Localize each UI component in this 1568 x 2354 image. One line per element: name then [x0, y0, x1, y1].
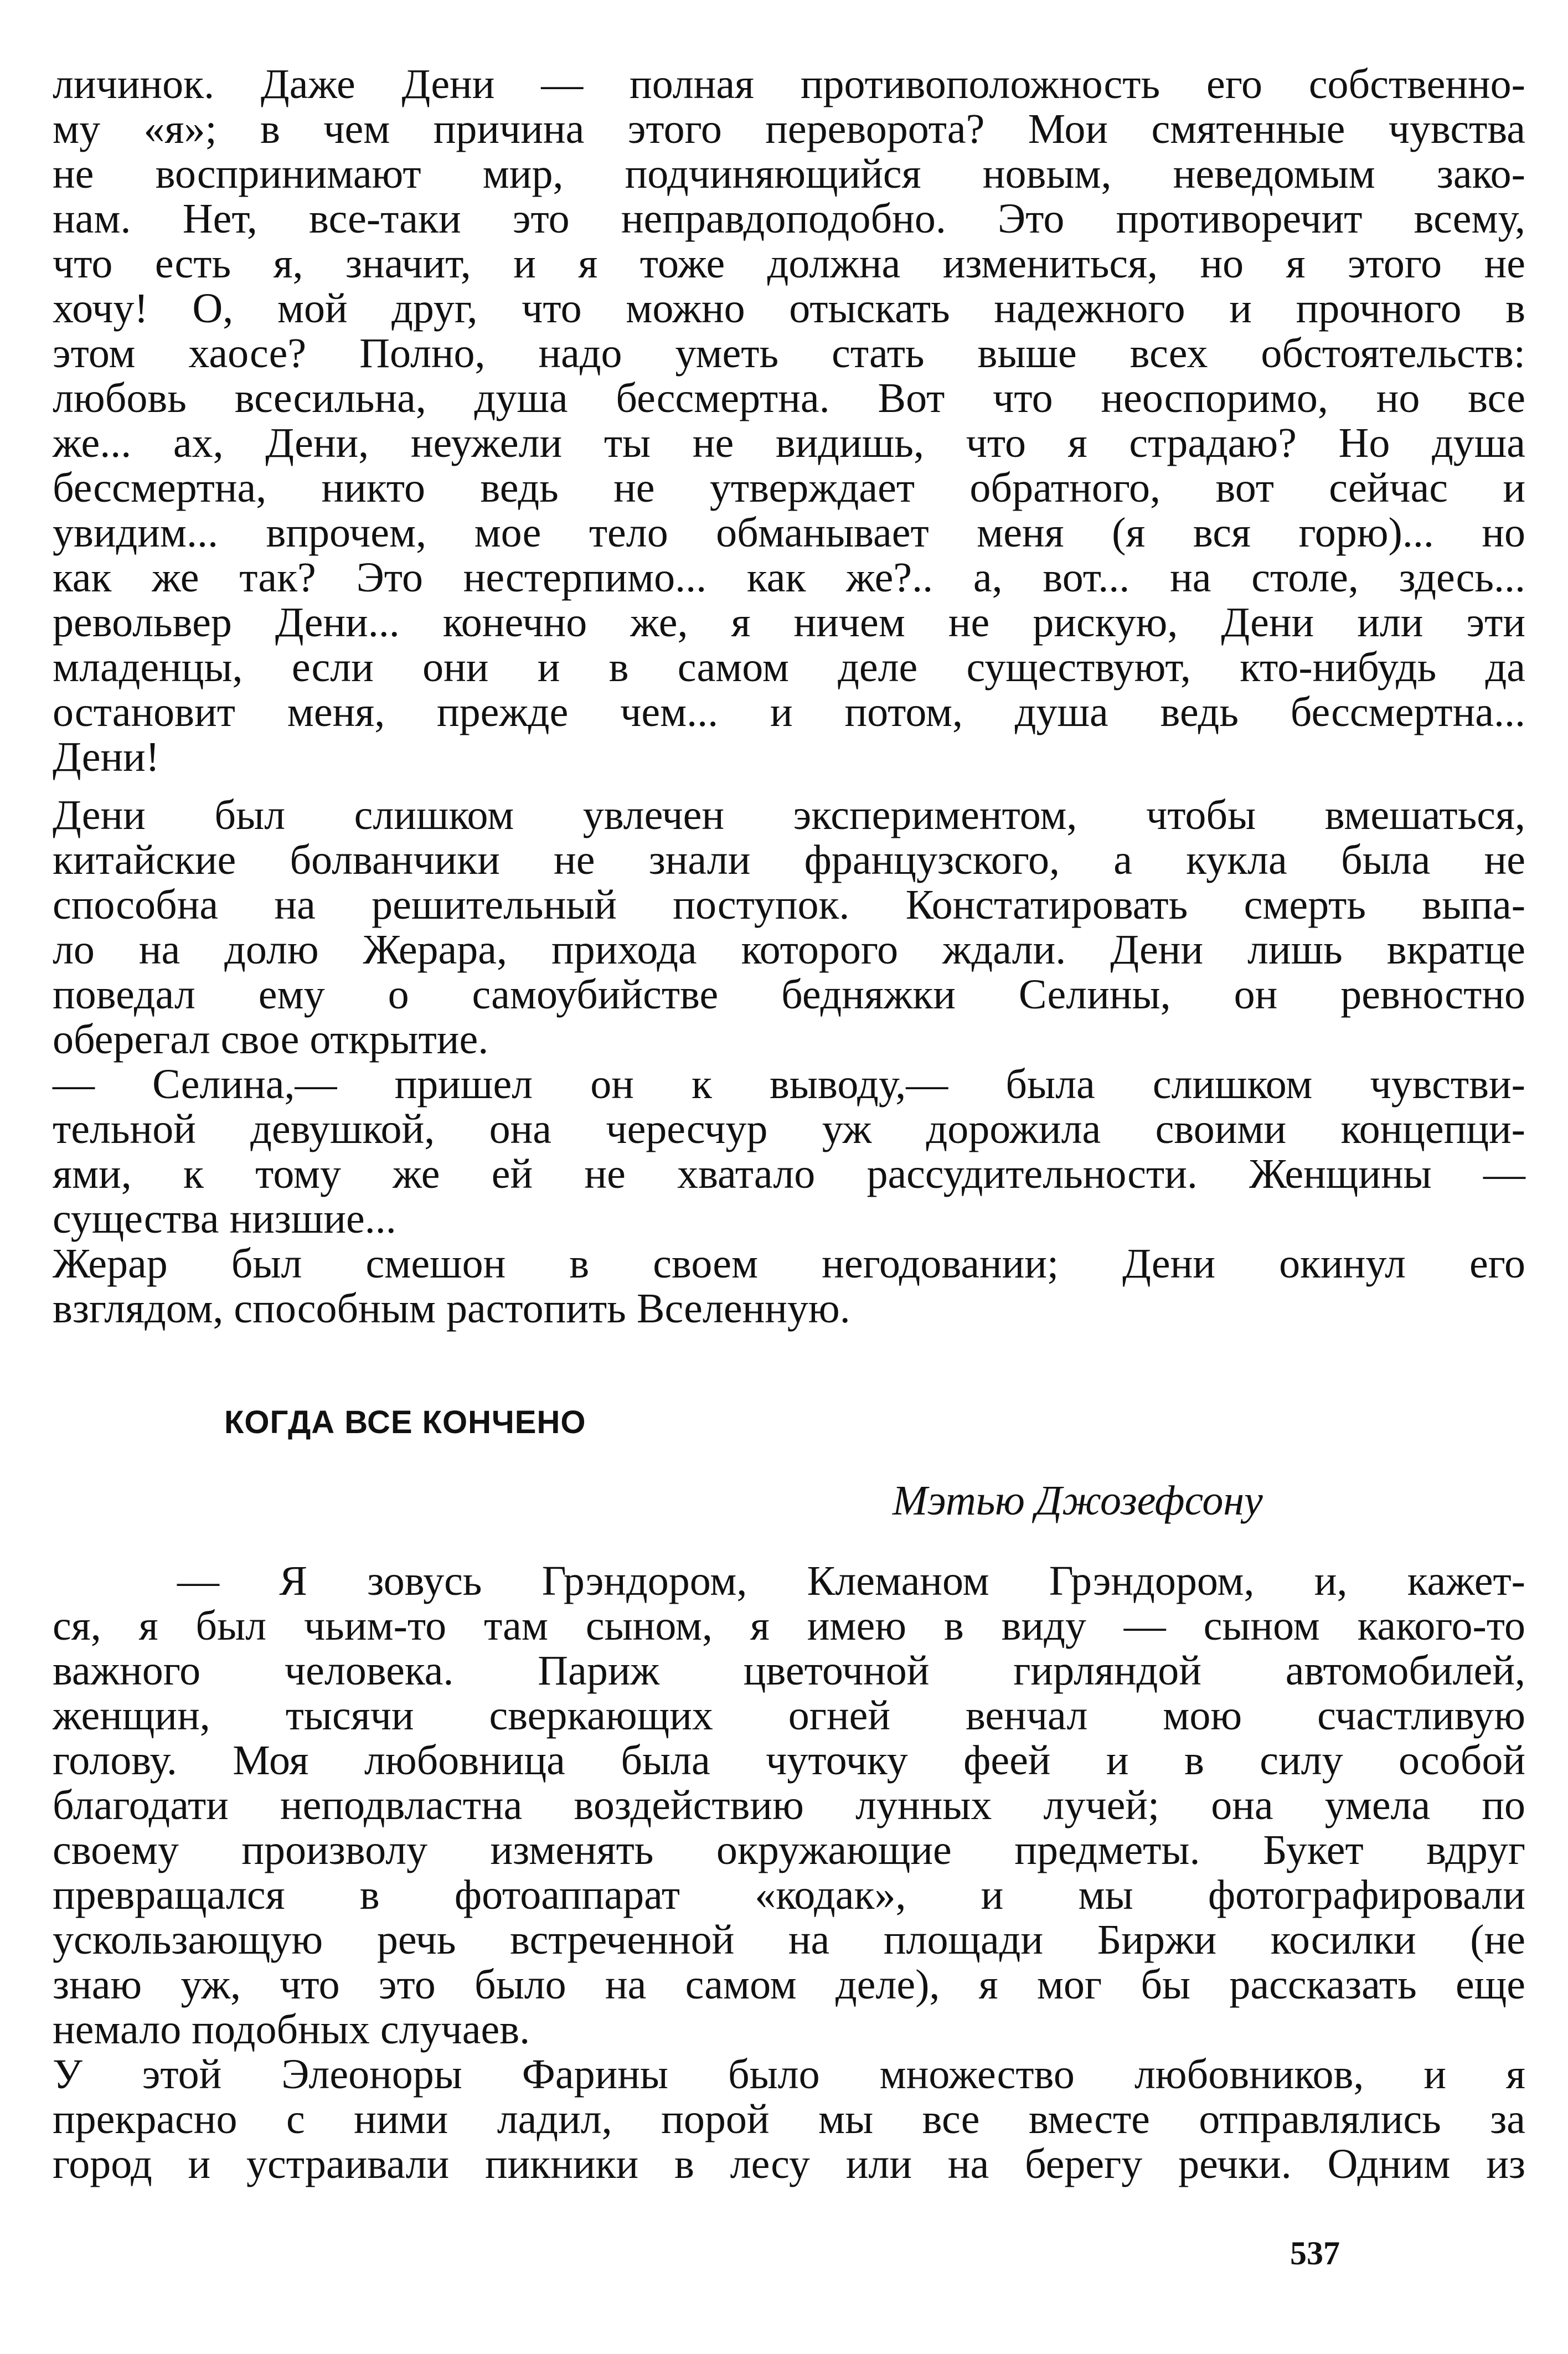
- dedication: Мэтью Джозефсону: [893, 1477, 1263, 1524]
- text-line: что есть я, значит, и я тоже должна измениться, но я этого не: [53, 240, 1525, 287]
- text-line: взглядом, способным растопить Вселенную.: [53, 1285, 850, 1332]
- text-line: У этой Элеоноры Фарины было множество любовников, и я: [53, 2051, 1525, 2098]
- text-line: ло на долю Жерара, прихода которого ждали. Дени лишь вкратце: [53, 926, 1525, 973]
- text-line: как же так? Это нестерпимо... как же?.. а, вот... на столе, здесь...: [53, 554, 1525, 601]
- section-title: КОГДА ВСЕ КОНЧЕНО: [224, 1404, 586, 1440]
- text-line: Дени!: [53, 734, 160, 780]
- text-line: важного человека. Париж цветочной гирляндой автомобилей,: [53, 1647, 1525, 1694]
- text-line: существа низшие...: [53, 1196, 396, 1242]
- text-line: город и устраивали пикники в лесу или на берегу речки. Одним из: [53, 2141, 1525, 2187]
- text-line: младенцы, если они и в самом деле существуют, кто-нибудь да: [53, 644, 1525, 691]
- page-number: 537: [1290, 2235, 1340, 2271]
- text-line: китайские болванчики не знали французского, а кукла была не: [53, 837, 1525, 883]
- text-line: прекрасно с ними ладил, порой мы все вместе отправлялись за: [53, 2096, 1525, 2142]
- text-line: — Я зовусь Грэндором, Клеманом Грэндором, и, кажет-: [177, 1558, 1525, 1604]
- text-line: не воспринимают мир, подчиняющийся новым, неведомым зако-: [53, 151, 1525, 197]
- text-line: ускользающую речь встреченной на площади Биржи косилки (не: [53, 1917, 1525, 1963]
- text-line: Дени был слишком увлечен экспериментом, чтобы вмешаться,: [53, 792, 1525, 838]
- text-line: тельной девушкой, она чересчур уж дорожила своими концепци-: [53, 1106, 1525, 1152]
- text-line: этом хаосе? Полно, надо уметь стать выше всех обстоятельств:: [53, 330, 1525, 377]
- text-line: женщин, тысячи сверкающих огней венчал мою счастливую: [53, 1692, 1525, 1739]
- text-line: му «я»; в чем причина этого переворота? Мои смятенные чувства: [53, 106, 1525, 152]
- paragraph-block: [53, 1559, 1525, 2187]
- text-line: хочу! О, мой друг, что можно отыскать надежного и прочного в: [53, 285, 1525, 332]
- text-line: превращался в фотоаппарат «кодак», и мы фотографировали: [53, 1872, 1525, 1918]
- text-line: бессмертна, никто ведь не утверждает обратного, вот сейчас и: [53, 465, 1525, 511]
- text-line: голову. Моя любовница была чуточку феей и в силу особой: [53, 1737, 1525, 1784]
- paragraph-block: [53, 793, 1525, 1331]
- text-line: любовь всесильна, душа бессмертна. Вот что неоспоримо, но все: [53, 375, 1525, 421]
- text-line: ями, к тому же ей не хватало рассудительности. Женщины —: [53, 1151, 1525, 1197]
- text-line: благодати неподвластна воздействию лунных лучей; она умела по: [53, 1782, 1525, 1828]
- paragraph-block: [53, 62, 1525, 780]
- text-line: знаю уж, что это было на самом деле), я мог бы рассказать еще: [53, 1961, 1525, 2008]
- text-line: немало подобных случаев.: [53, 2006, 530, 2053]
- text-line: своему произволу изменять окружающие предметы. Букет вдруг: [53, 1827, 1525, 1873]
- text-line: ся, я был чьим-то там сыном, я имею в виду — сыном какого-то: [53, 1603, 1525, 1649]
- text-line: оберегал свое открытие.: [53, 1016, 489, 1063]
- text-line: нам. Нет, все-таки это неправдоподобно. Это противоречит всему,: [53, 195, 1525, 242]
- text-line: — Селина,— пришел он к выводу,— была слишком чувстви-: [53, 1061, 1525, 1108]
- text-line: револьвер Дени... конечно же, я ничем не рискую, Дени или эти: [53, 599, 1525, 646]
- text-line: поведал ему о самоубийстве бедняжки Селины, он ревностно: [53, 971, 1525, 1018]
- text-line: Жерар был смешон в своем негодовании; Дени окинул его: [53, 1240, 1525, 1287]
- text-line: увидим... впрочем, мое тело обманывает меня (я вся горю)... но: [53, 509, 1525, 556]
- text-line: же... ах, Дени, неужели ты не видишь, что я страдаю? Но душа: [53, 420, 1525, 466]
- text-line: личинок. Даже Дени — полная противоположность его собственно-: [53, 61, 1525, 107]
- text-line: остановит меня, прежде чем... и потом, душа ведь бессмертна...: [53, 689, 1525, 735]
- text-line: способна на решительный поступок. Констатировать смерть выпа-: [53, 882, 1525, 928]
